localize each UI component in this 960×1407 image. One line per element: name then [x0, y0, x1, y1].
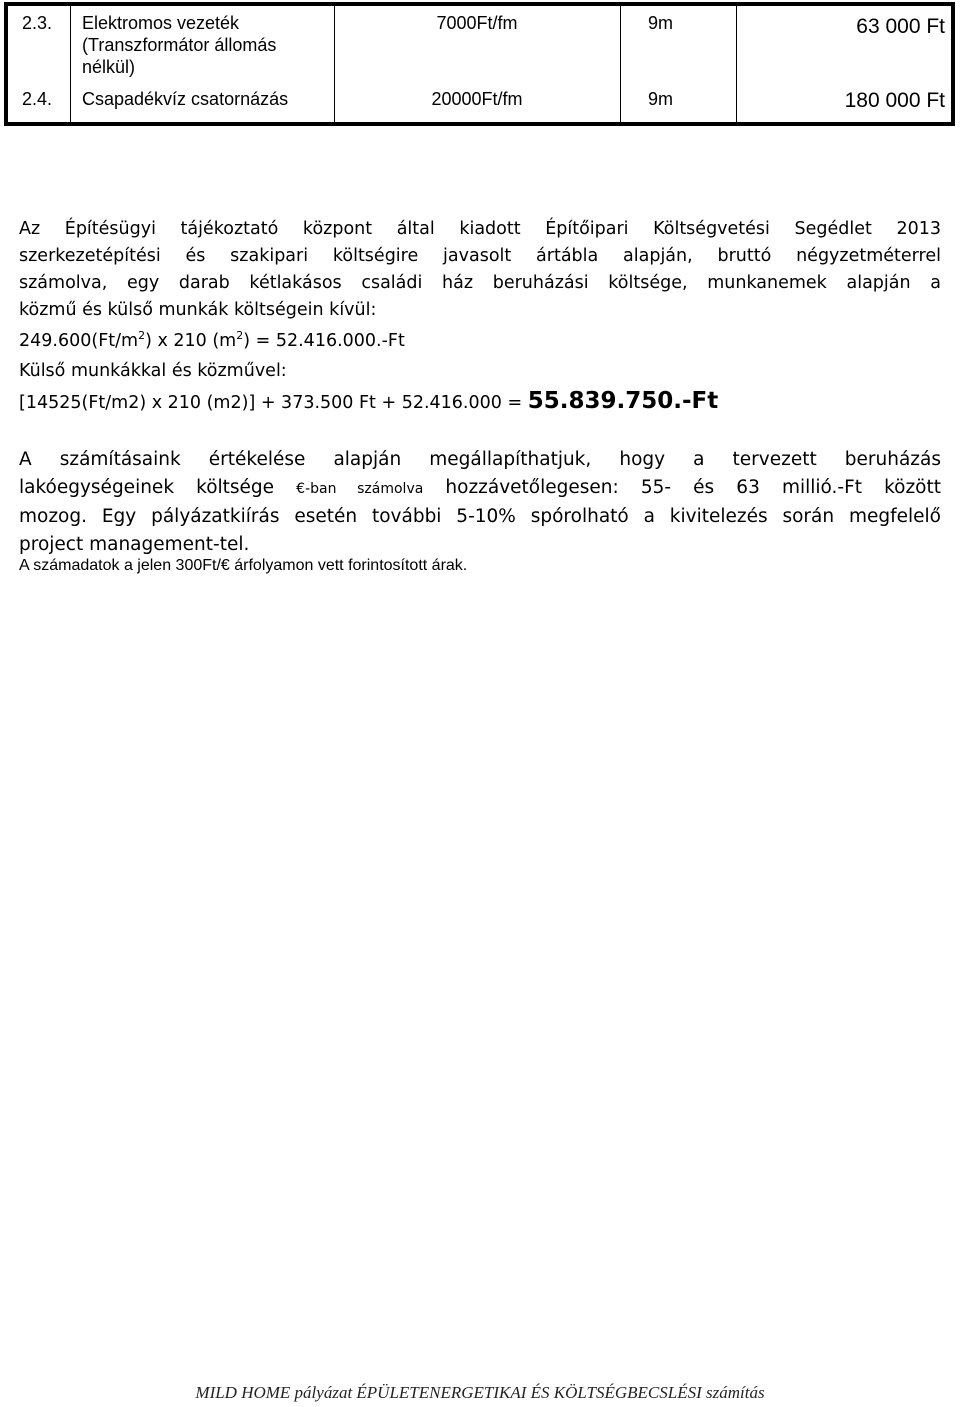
- row-item-name: [82, 12, 322, 78]
- page-footer: MILD HOME pályázat ÉPÜLETENERGETIKAI ÉS KÖLTSÉGBECSLÉSI számítás: [195, 1383, 765, 1402]
- row-length: 9m: [648, 89, 674, 109]
- formula-part: 249.600(Ft/m: [19, 331, 139, 351]
- cost-estimate-paragraph: [19, 216, 941, 324]
- base-cost-formula: [19, 328, 941, 355]
- row-total: 180 000 Ft: [844, 89, 945, 112]
- row-item-name-line: Elektromos vezeték: [82, 13, 240, 33]
- paragraph-line: mozog. Egy pályázatkiírás esetén további 5-10% spórolható a kivitelezés során megfelelő: [19, 506, 941, 527]
- table-row: [8, 78, 951, 132]
- paragraph-line: közmű és külső munkák költségein kívül:: [19, 300, 377, 320]
- conclusion-paragraph: [19, 446, 941, 559]
- formula-part: ) = 52.416.000.-Ft: [243, 331, 405, 351]
- row-unit-price: 20000Ft/fm: [431, 89, 523, 109]
- formula-part: ) x 210 (m: [145, 331, 237, 351]
- paragraph-small-text: €-ban számolva: [296, 481, 424, 497]
- row-item-name: [82, 88, 322, 110]
- paragraph-line: A számításaink értékelése alapján megállapíthatjuk, hogy a tervezett beruházás: [19, 449, 941, 470]
- row-unit-price: 7000Ft/fm: [436, 13, 518, 33]
- row-total: 63 000 Ft: [856, 15, 945, 38]
- paragraph-line: [19, 474, 941, 503]
- formula-superscript: 2: [138, 329, 146, 342]
- paragraph-line: számolva, egy darab kétlakásos családi ház beruházási költsége, munkanemek alapján a: [19, 273, 941, 293]
- formula-part: [14525(Ft/m2) x 210 (m2)] + 373.500 Ft + 52.416.000 =: [19, 393, 528, 413]
- formula-superscript: 2: [236, 329, 244, 342]
- external-works-label: Külső munkákkal és közművel:: [19, 361, 287, 381]
- row-item-name-line: (Transzformátor állomás: [82, 35, 277, 55]
- paragraph-text: lakóegységeinek költsége: [19, 477, 297, 498]
- row-number: 2.4.: [22, 89, 53, 109]
- paragraph-line: project management-tel.: [19, 534, 250, 555]
- row-item-name-line: nélkül): [82, 57, 136, 77]
- total-cost-result: 55.839.750.-Ft: [527, 388, 719, 414]
- cost-table: [4, 2, 955, 126]
- row-item-name-line: Csapadékvíz csatornázás: [82, 89, 289, 109]
- paragraph-text: hozzávetőlegesen: 55- és 63 millió.-Ft között: [423, 477, 941, 498]
- row-length: 9m: [648, 13, 674, 33]
- paragraph-line: szerkezetépítési és szakipari költségire javasolt ártábla alapján, bruttó négyzetméterrel: [19, 246, 941, 266]
- exchange-rate-note: A számadatok a jelen 300Ft/€ árfolyamon vett forintosított árak.: [19, 557, 468, 574]
- total-cost-formula: [19, 388, 941, 417]
- row-number: 2.3.: [22, 13, 53, 33]
- paragraph-line: Az Építésügyi tájékoztató központ által kiadott Építőipari Költségvetési Segédlet 2013: [19, 219, 941, 239]
- table-row: [8, 6, 951, 78]
